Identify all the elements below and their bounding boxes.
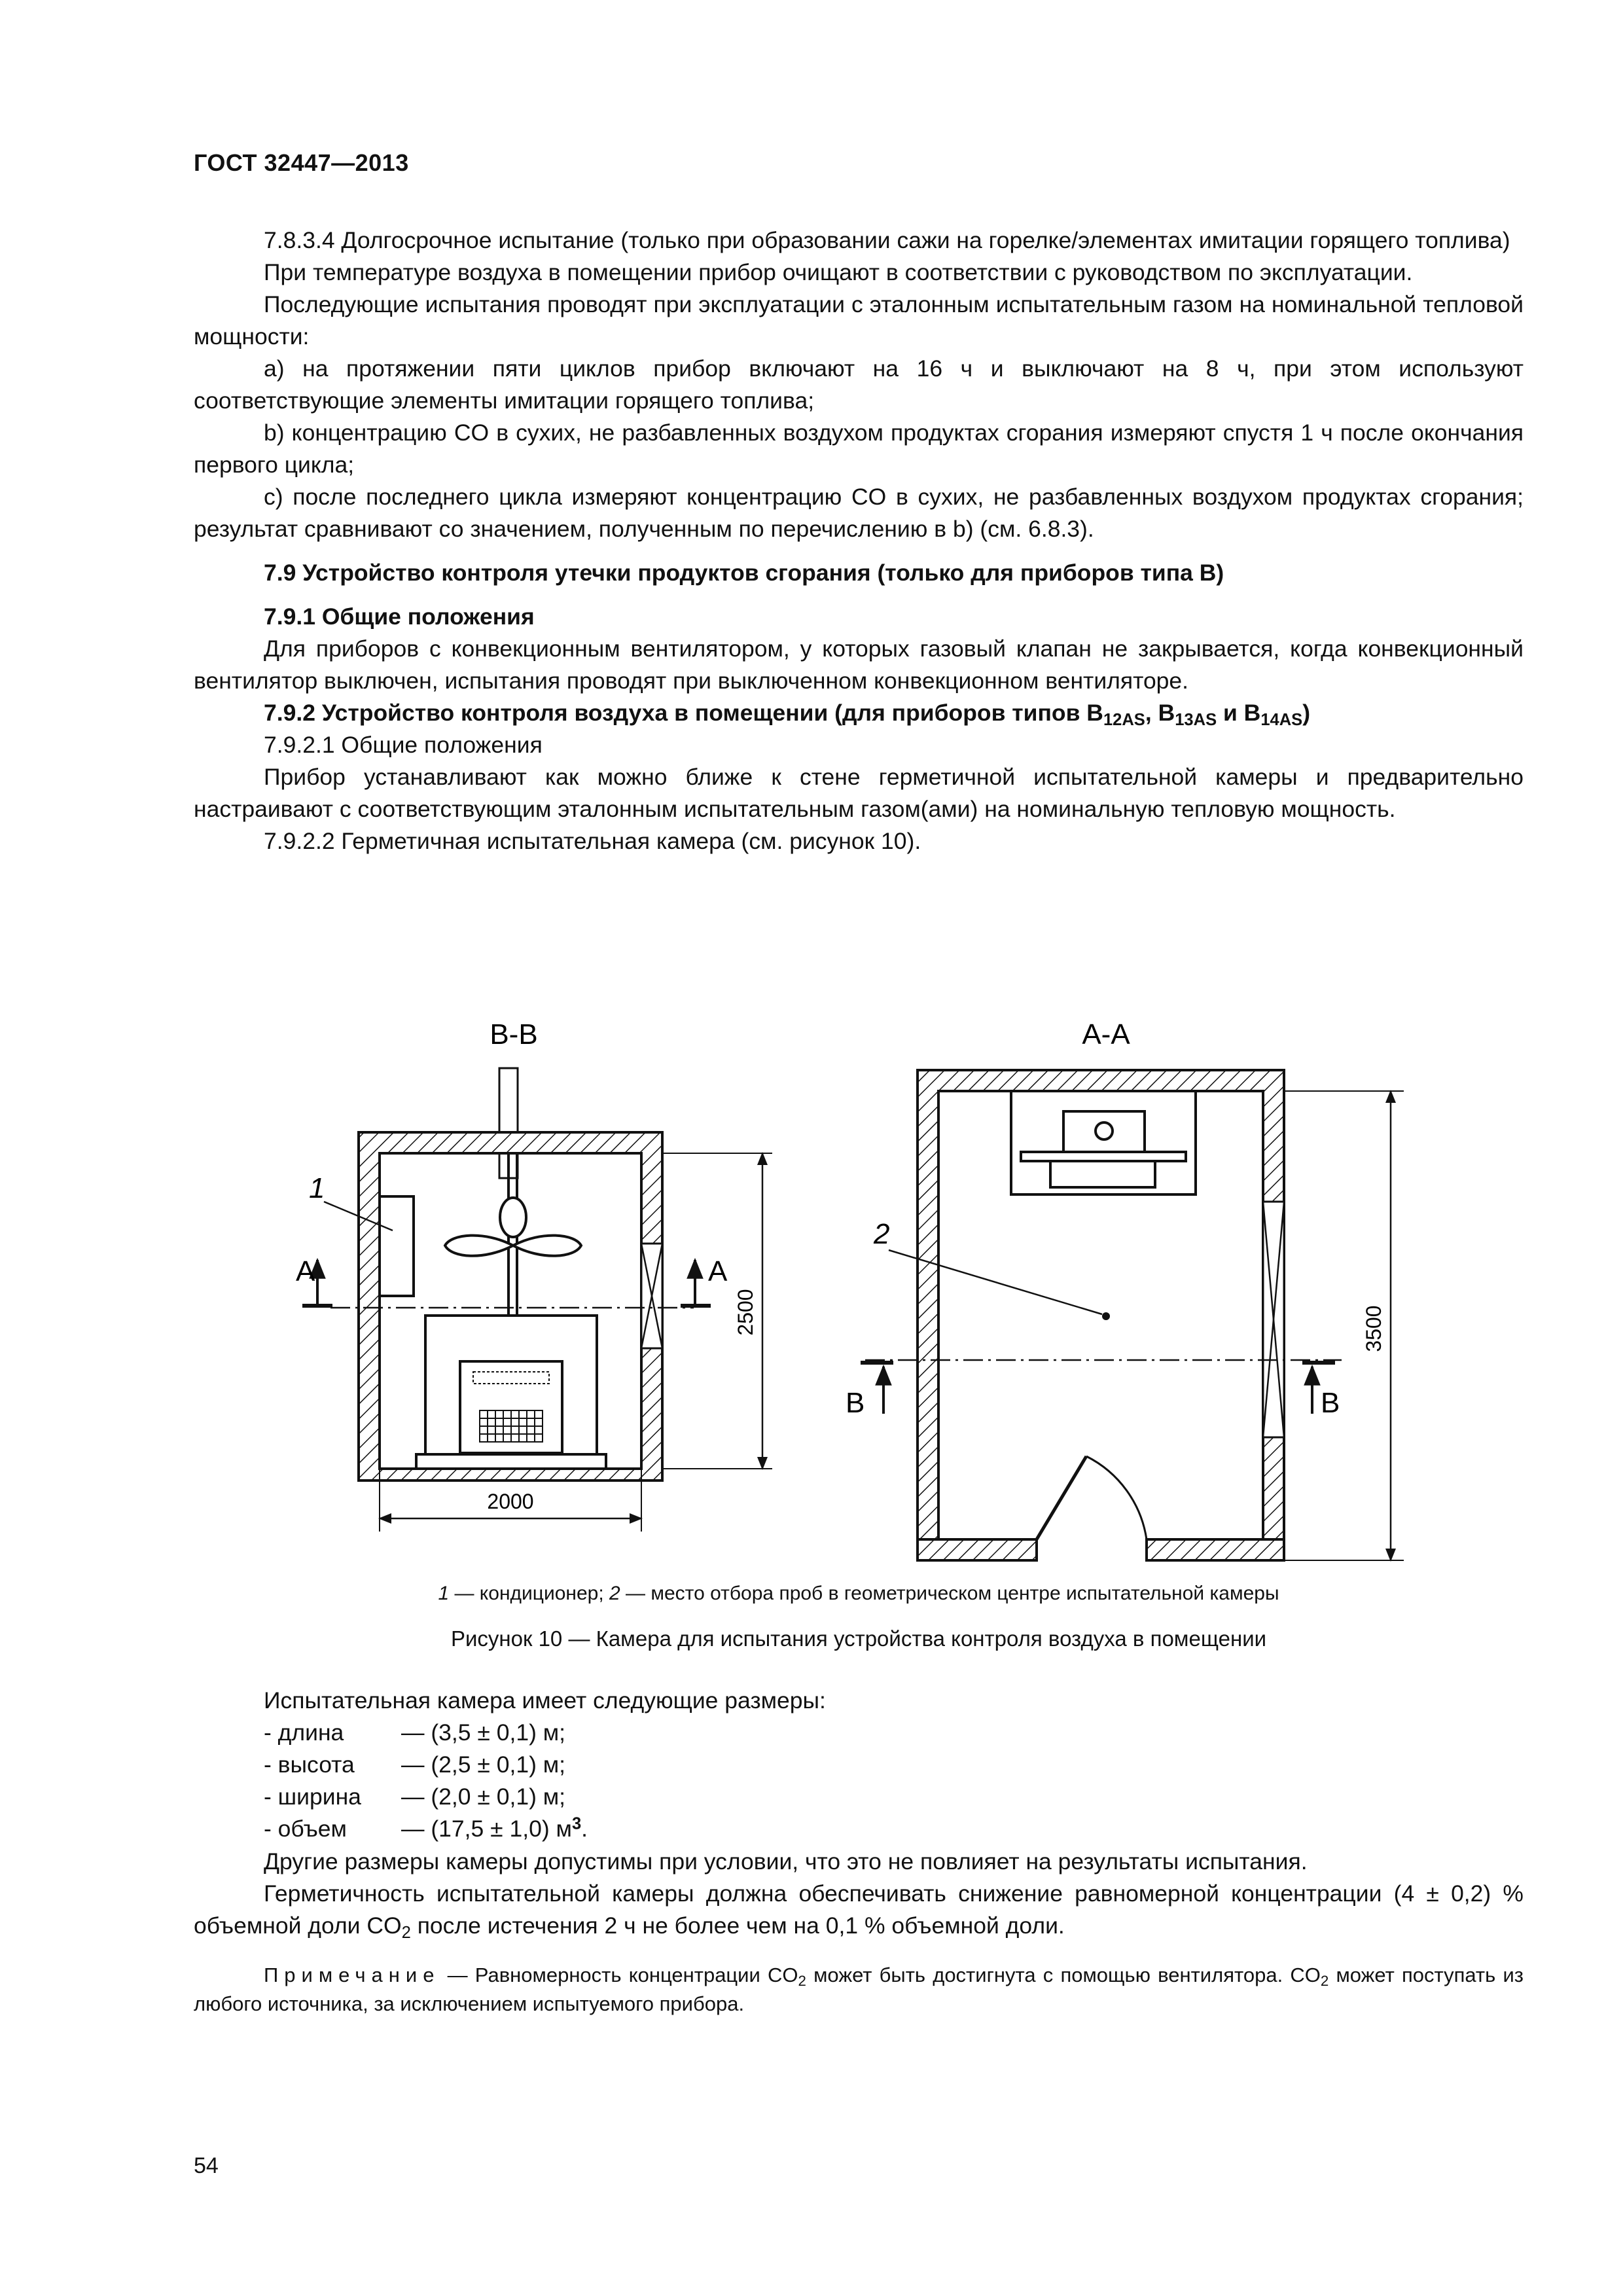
view-b-b	[296, 1018, 772, 1532]
para-cleaning: При температуре воздуха в помещении прибор очищают в соответствии с руководством по эксплуатации.	[264, 259, 1413, 285]
view-a-a-title: A-A	[1082, 1018, 1130, 1050]
heading-7-9-1: 7.9.1 Общие положения	[264, 603, 535, 630]
dim-row-length: - длина — (3,5 ± 0,1) м;	[264, 1719, 566, 1746]
page-number: 54	[194, 2153, 219, 2178]
list-item-b: b) концентрацию CO в сухих, не разбавленных воздухом продуктах сгорания измеряют спустя 1 ч после окончания первого цикла;	[194, 420, 1524, 478]
appliance-top-plate	[1021, 1152, 1186, 1161]
fan-motor	[500, 1198, 526, 1237]
dimensions-block	[264, 1685, 826, 1845]
cut-label-b-left: B	[846, 1387, 865, 1419]
dim-row-volume: - объем — (17,5 ± 1,0) $м^3$.	[264, 1814, 588, 1842]
dimensions-intro: Испытательная камера имеет следующие размеры:	[264, 1687, 826, 1713]
para-long-term-test: 7.8.3.4 Долгосрочное испытание (только при образовании сажи на горелке/элементах имитации горящего топлива)	[264, 227, 1510, 253]
label-2: 2	[874, 1218, 890, 1250]
bottom-wall-right	[1147, 1539, 1284, 1560]
para-subsequent-tests: Последующие испытания проводят при эксплуатации с эталонным испытательным газом на номинальной тепловой мощности:	[194, 291, 1524, 350]
door-swing	[1086, 1456, 1147, 1539]
dim-label-2500: 2500	[734, 1289, 757, 1336]
cut-label-a-left: A	[296, 1255, 315, 1287]
list-item-c: c) после последнего цикла измеряют концентрацию CO в сухих, не разбавленных воздухом продуктах сгорания; результат сравнивают со значением, полученным по перечислению в b) (см. 6.8.3).	[194, 484, 1524, 542]
para-tightness: Герметичность испытательной камеры должна обеспечивать снижение равномерной концентрации (4 ± 0,2) % объемной доли $CO_2$ после истечения 2 ч не более чем на 0,1 % объемной доли.	[194, 1880, 1524, 1943]
para-7-9-2-2: 7.9.2.2 Герметичная испытательная камера (см. рисунок 10).	[264, 828, 921, 854]
para-7-9-1: Для приборов с конвекционным вентилятором, у которых газовый клапан не закрывается, когда конвекционный вентилятор выключен, испытания проводят при выключенном конвекционном вентиляторе.	[194, 636, 1524, 694]
appliance-base	[416, 1454, 606, 1469]
note-label: Примечание	[264, 1964, 440, 1986]
heading-7-9-2-1: 7.9.2.1 Общие положения	[264, 732, 543, 758]
section-7-8-3-4	[194, 224, 1524, 857]
heading-7-9: 7.9 Устройство контроля утечки продуктов сгорания (только для приборов типа B)	[264, 560, 1224, 586]
dim-label-3500: 3500	[1362, 1305, 1385, 1352]
heading-7-9-2: 7.9.2 Устройство контроля воздуха в помещении (для приборов типов $B_{12AS}$, $B_{13AS}$ и $B_{14AS}$)	[264, 700, 1311, 730]
para-other-dimensions: Другие размеры камеры допустимы при условии, что это не повлияет на результаты испытания.	[264, 1848, 1308, 1874]
view-a-a	[846, 1018, 1404, 1560]
note	[194, 1961, 1524, 2018]
para-7-9-2-1: Прибор устанавливают как можно ближе к стене герметичной испытательной камеры и предварительно настраивают с соответствующим эталонным испытательным газом(ами) на номинальную тепловую мощность.	[194, 764, 1524, 822]
note-text: Примечание — Равномерность концентрации $CO_2$ может быть достигнута с помощью вентилятора. $CO_2$ может поступать из любого источника, за исключением испытуемого прибора.	[194, 1964, 1524, 2015]
door-leaf	[1037, 1456, 1086, 1539]
bottom-wall-left	[918, 1539, 1037, 1560]
flue-outlet	[1096, 1122, 1113, 1139]
dimensions-text	[194, 1846, 1524, 1942]
label-1: 1	[309, 1172, 325, 1204]
view-b-b-title: B-B	[490, 1018, 538, 1050]
figure-caption: Рисунок 10 — Камера для испытания устройства контроля воздуха в помещении	[450, 1626, 1267, 1651]
dim-row-width: - ширина — (2,0 ± 0,1) м;	[264, 1784, 566, 1810]
document-header: ГОСТ 32447—2013	[194, 149, 409, 176]
fan-blade-left	[445, 1236, 513, 1256]
cut-label-a-right: A	[708, 1255, 728, 1287]
list-item-a: a) на протяжении пяти циклов прибор включают на 16 ч и выключают на 8 ч, при этом используют соответствующие элементы имитации горящего топлива;	[194, 355, 1524, 414]
figure-10-drawing	[296, 1008, 1387, 1571]
figure-legend: 1 — кондиционер; 2 — место отбора проб в геометрическом центре испытательной камеры	[438, 1583, 1279, 1604]
cut-label-b-right: B	[1321, 1387, 1340, 1419]
dim-label-2000: 2000	[487, 1490, 534, 1513]
sampling-point	[1102, 1312, 1110, 1320]
fan-blade-right	[513, 1236, 581, 1256]
air-conditioner	[380, 1196, 414, 1296]
dim-row-height: - высота — (2,5 ± 0,1) м;	[264, 1751, 566, 1778]
appliance-body-top	[1050, 1161, 1155, 1187]
